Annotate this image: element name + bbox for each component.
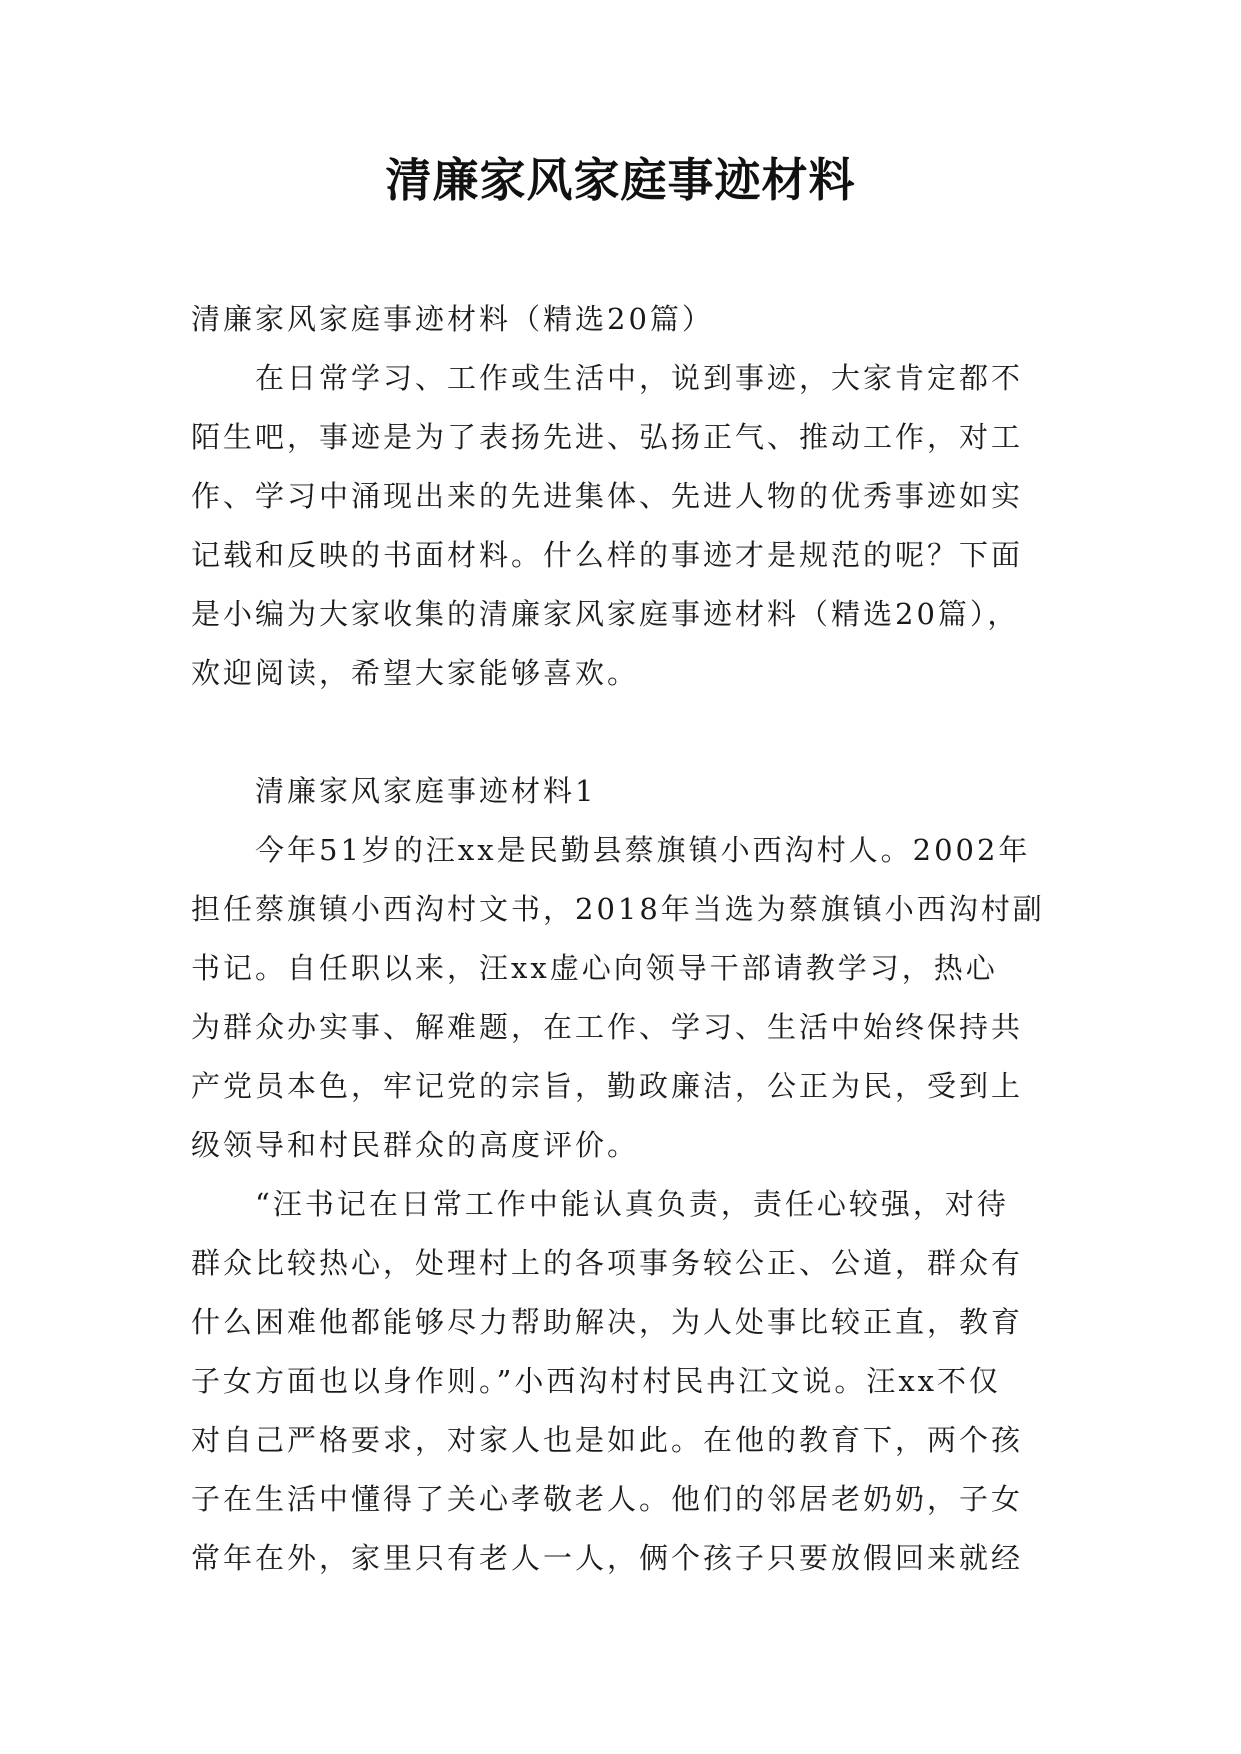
- paragraph-line: 今年51岁的汪xx是民勤县蔡旗镇小西沟村人。2002年: [255, 833, 1031, 867]
- paragraph-line: 子女方面也以身作则。”小西沟村村民冉江文说。汪xx不仅: [191, 1364, 1002, 1398]
- paragraph-line: 产党员本色，牢记党的宗旨，勤政廉洁，公正为民，受到上: [191, 1069, 1024, 1103]
- paragraph-line: 作、学习中涌现出来的先进集体、先进人物的优秀事迹如实: [191, 479, 1024, 513]
- paragraph-line: 书记。自任职以来，汪xx虚心向领导干部请教学习，热心: [191, 951, 998, 985]
- intro-paragraph: [191, 349, 1051, 703]
- paragraph-line: 是小编为大家收集的清廉家风家庭事迹材料（精选20篇），: [191, 597, 1020, 631]
- paragraph-line: 级领导和村民群众的高度评价。: [191, 1128, 640, 1162]
- paragraph-line: 欢迎阅读，希望大家能够喜欢。: [191, 656, 640, 690]
- paragraph-line: 记载和反映的书面材料。什么样的事迹才是规范的呢？下面: [191, 538, 1024, 572]
- paragraph-line: “汪书记在日常工作中能认真负责，责任心较强，对待: [255, 1187, 1009, 1221]
- blank-line: [191, 703, 1051, 762]
- body-paragraph-1: [191, 821, 1051, 1175]
- paragraph-line: 对自己严格要求，对家人也是如此。在他的教育下，两个孩: [191, 1423, 1024, 1457]
- paragraph-line: 子在生活中懂得了关心孝敬老人。他们的邻居老奶奶，子女: [191, 1482, 1024, 1516]
- paragraph-line: 担任蔡旗镇小西沟村文书，2018年当选为蔡旗镇小西沟村副: [191, 892, 1045, 926]
- paragraph-line: 在日常学习、工作或生活中，说到事迹，大家肯定都不: [255, 361, 1024, 395]
- paragraph-line: 什么困难他都能够尽力帮助解决，为人处事比较正直，教育: [191, 1305, 1024, 1339]
- body-paragraph-2: [191, 1175, 1051, 1588]
- paragraph-line: 陌生吧，事迹是为了表扬先进、弘扬正气、推动工作，对工: [191, 420, 1024, 454]
- paragraph-line: 常年在外，家里只有老人一人，俩个孩子只要放假回来就经: [191, 1541, 1024, 1575]
- document-title: 清廉家风家庭事迹材料: [385, 153, 856, 207]
- paragraph-line: 群众比较热心，处理村上的各项事务较公正、公道，群众有: [191, 1246, 1024, 1280]
- section-heading: 清廉家风家庭事迹材料1: [255, 774, 597, 808]
- paragraph-line: 为群众办实事、解难题，在工作、学习、生活中始终保持共: [191, 1010, 1024, 1044]
- document-subtitle: 清廉家风家庭事迹材料（精选20篇）: [191, 302, 714, 336]
- document-body: [191, 290, 1051, 1588]
